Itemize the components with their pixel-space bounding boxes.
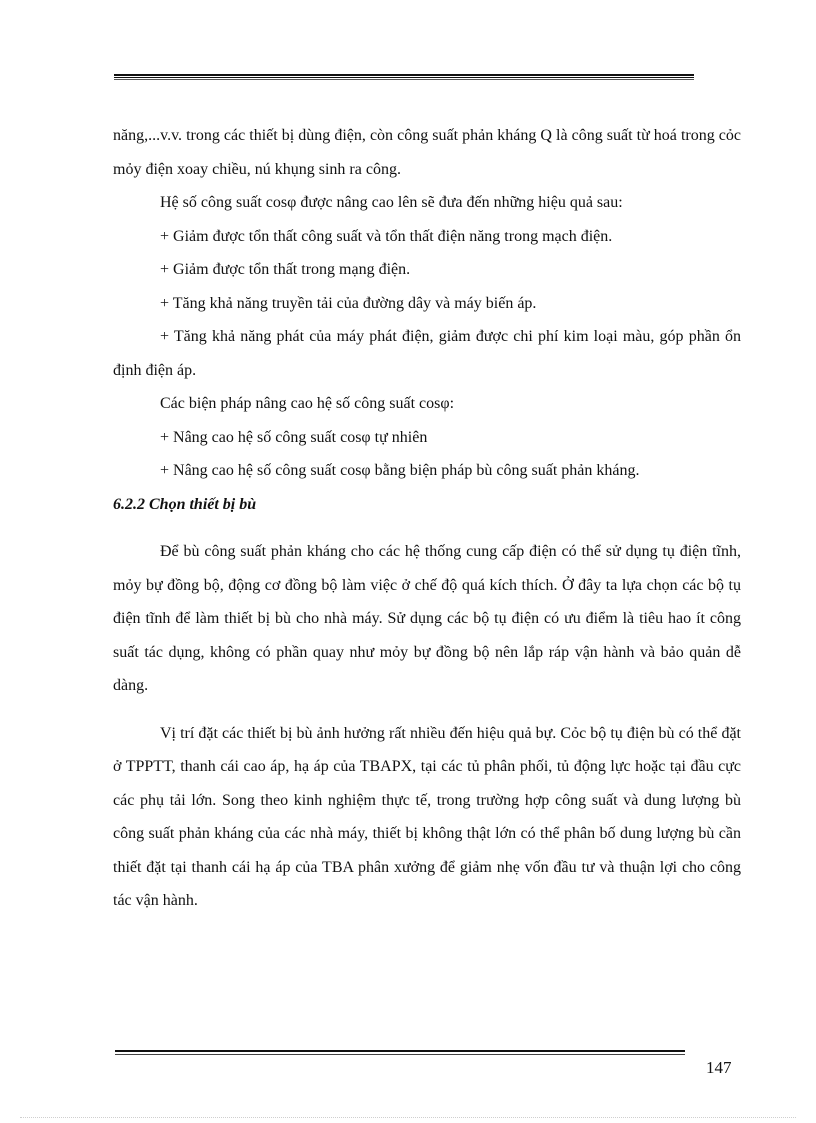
section-heading: 6.2.2 Chọn thiết bị bù — [113, 495, 257, 513]
paragraph-compensation-placement: Vị trí đặt các thiết bị bù ảnh hưởng rất nhiều đến hiệu quả bự. Cỏc bộ tụ điện bù có thể đặt ở TPPTT, thanh cái cao áp, hạ áp của TBAPX, tại các tủ phân phối, tủ động lực hoặc tại đầu cực các phụ tải lớn. Song theo kinh nghiệm thực tế, trong trường hợp công suất và dung lượng bù công suất phản kháng của các nhà máy, thiết bị không thật lớn có thể phân bố dung lượng bù cần thiết đặt tại thanh cái hạ áp của TBA phân xưởng để giảm nhẹ vốn đầu tư và thuận lợi cho công tác vận hành. — [113, 724, 741, 909]
list-item-method: + Nâng cao hệ số công suất cosφ bằng biện pháp bù công suất phản kháng. — [160, 462, 640, 479]
page-edge-divider — [20, 1117, 796, 1118]
list-item-benefit: + Giảm được tổn thất trong mạng điện. — [160, 261, 411, 278]
page-number: 147 — [706, 1058, 732, 1077]
list-item-method: + Nâng cao hệ số công suất cosφ tự nhiên — [160, 428, 428, 446]
paragraph-power-factor-intro: Hệ số công suất cosφ được nâng cao lên sẽ đưa đến những hiệu quả sau: — [160, 194, 623, 211]
list-item-benefit: + Tăng khả năng truyền tải của đường dây và máy biến áp. — [160, 294, 537, 312]
list-item-benefit: + Giảm được tổn thất công suất và tổn thất điện năng trong mạch điện. — [160, 227, 613, 245]
footer-rule — [115, 1050, 685, 1055]
paragraph-compensation-choice: Để bù công suất phản kháng cho các hệ thống cung cấp điện có thể sử dụng tụ điện tĩnh, mỏy bự đồng bộ, động cơ đồng bộ làm việc ở chế độ quá kích thích. Ở đây ta lựa chọn các bộ tụ điện tĩnh để làm thiết bị bù cho nhà máy. Sử dụng các bộ tụ điện có ưu điểm là tiêu hao ít công suất tác dụng, không có phần quay như mỏy bự đồng bộ nên lắp ráp vận hành và bảo quản dễ dàng. — [113, 543, 741, 694]
page-body — [113, 119, 741, 918]
paragraph-methods-intro: Các biện pháp nâng cao hệ số công suất cosφ: — [160, 395, 455, 412]
header-rule — [114, 74, 694, 80]
list-item-benefit: + Tăng khả năng phát của máy phát điện, giảm được chi phí kim loại màu, góp phần ổn định điện áp. — [113, 328, 741, 379]
paragraph-continuation: năng,...v.v. trong các thiết bị dùng điện, còn công suất phản kháng Q là công suất từ hoá trong cỏc mỏy điện xoay chiều, nú khụng sinh ra công. — [113, 127, 741, 178]
